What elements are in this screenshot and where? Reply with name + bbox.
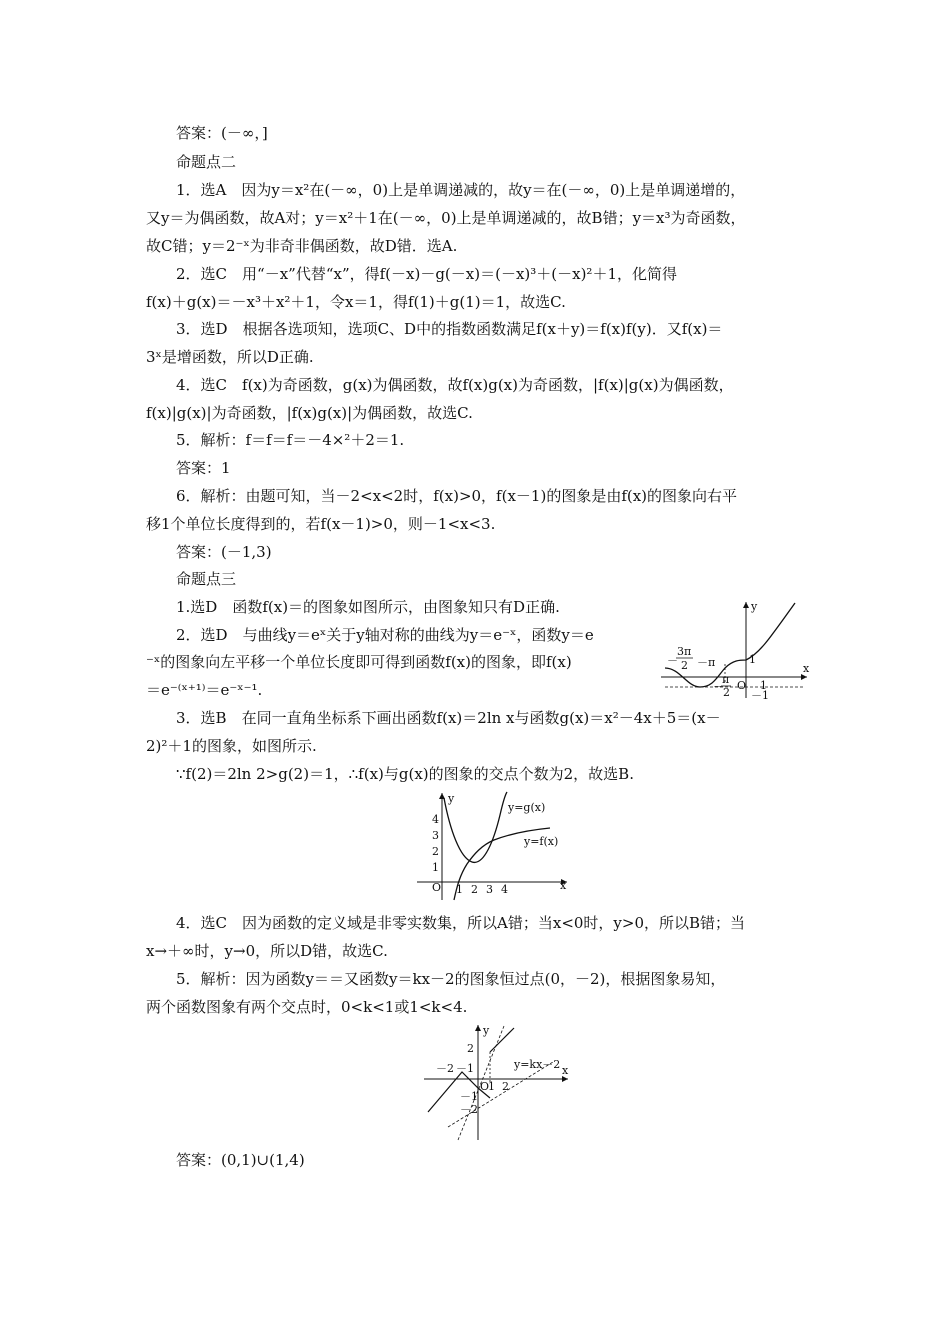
tick-y-2: 2 (432, 845, 439, 858)
tick-y-1: 1 (432, 861, 439, 874)
q2-6-answer: 答案：(－1,3) (176, 543, 272, 561)
q3-5-line-1: 5．解析：因为函数y＝＝又函数y＝kx－2的图象恒过点(0，－2)，根据图象易知， (176, 970, 726, 988)
x-label: x (560, 879, 567, 892)
q2-1-line-3: 故C错；y＝2⁻ˣ为非奇非偶函数，故D错．选A. (146, 237, 458, 255)
tick-3pi-numerator: 3π (677, 645, 692, 658)
q2-3-line-2: 3ˣ是增函数，所以D正确. (146, 348, 314, 366)
q2-2-line-1: 2．选C 用“－x”代替“x”，得f(－x)－g(－x)＝(－x)³＋(－x)²＋1，化简得 (176, 265, 677, 283)
tick-y-neg2: －2 (460, 1103, 478, 1116)
q2-2-line-2: f(x)＋g(x)＝－x³＋x²＋1，令x＝1，得f(1)＋g(1)＝1，故选C. (146, 293, 566, 311)
q2-3-line-1: 3．选D 根据各选项知，选项C、D中的指数函数满足f(x＋y)＝f(x)f(y)．又f(x)＝ (176, 320, 723, 338)
tick-x-1: 1 (760, 679, 767, 692)
q2-1-line-1: 1．选A 因为y＝x²在(－∞，0)上是单调递减的，故y＝在(－∞，0)上是单调递增的， (176, 181, 746, 199)
y-axis-arrow (475, 1025, 481, 1031)
q3-1-line: 1.选D 函数f(x)＝的图象如图所示，由图象知只有D正确. (176, 598, 560, 616)
q3-2-line-3: ＝e⁻⁽ˣ⁺¹⁾＝e⁻ˣ⁻¹. (146, 681, 263, 699)
tick-x-2: 2 (471, 883, 478, 896)
tick-y-neg1: －1 (460, 1090, 478, 1103)
section-heading: 命题点三 (176, 570, 237, 588)
section-heading: 命题点二 (176, 153, 237, 171)
tick-3pi-denominator: 2 (681, 659, 688, 672)
tick-pi-denominator: 2 (723, 686, 730, 699)
q2-1-line-2: 又y＝为偶函数，故A对；y＝x²＋1在(－∞，0)上是单调递减的，故B错；y＝x³为奇函数， (146, 209, 746, 227)
tick-neg-pi: －π (697, 656, 716, 669)
y-axis-arrow (743, 602, 749, 608)
tick-y-neg1: －1 (751, 689, 769, 702)
tick-y-2: 2 (467, 1042, 474, 1055)
q3-2-line-1: 2．选D 与曲线y＝eˣ关于y轴对称的曲线为y＝e⁻ˣ，函数y＝e (176, 626, 594, 644)
q3-4-line-2: x→＋∞时，y→0，所以D错，故选C. (146, 942, 388, 960)
q3-2-line-2: ⁻ˣ的图象向左平移一个单位长度即可得到函数f(x)的图象，即f(x) (146, 653, 572, 671)
final-answer: 答案：(0,1)∪(1,4) (176, 1151, 305, 1169)
tick-y-3: 3 (432, 829, 439, 842)
label-f: y=f(x) (524, 835, 559, 848)
q3-3-line-2: 2)²＋1的图象，如图所示. (146, 737, 317, 755)
label-g: y=g(x) (508, 801, 546, 814)
tick-x-2: 2 (502, 1080, 509, 1093)
tick-x-neg2: －2 (436, 1062, 454, 1075)
q2-6-line-1: 6．解析：由题可知，当－2<x<2时，f(x)>0，f(x－1)的图象是由f(x)的图象向右平 (176, 487, 738, 505)
tick-x-neg1: －1 (456, 1062, 474, 1075)
q3-4-line-1: 4．选C 因为函数的定义域是非零实数集，所以A错；当x<0时，y>0，所以B错；当 (176, 914, 746, 932)
q2-6-line-2: 移1个单位长度得到的，若f(x－1)>0，则－1<x<3. (146, 515, 496, 533)
y-label: y (751, 600, 758, 613)
tick-3pi-sign: － (667, 654, 678, 667)
q3-3-line-1: 3．选B 在同一直角坐标系下画出函数f(x)＝2ln x与函数g(x)＝x²－4x＋5＝(x－ (176, 709, 721, 727)
origin-label: O (432, 881, 442, 894)
q2-4-line-1: 4．选C f(x)为奇函数，g(x)为偶函数，故f(x)g(x)为奇函数，|f(x)|g(x)为偶函数， (176, 376, 734, 394)
q2-4-line-2: f(x)|g(x)|为奇函数，|f(x)g(x)|为偶函数，故选C. (146, 404, 473, 422)
y-label: y (483, 1024, 490, 1037)
figure-ln-parabola-graph (412, 790, 572, 902)
tick-x-1: 1 (488, 1080, 495, 1093)
answer-line: 答案：(－∞，] (176, 124, 268, 142)
tick-x-4: 4 (501, 883, 508, 896)
tick-x-3: 3 (486, 883, 493, 896)
figure-piecewise-graph (655, 598, 815, 702)
x-label: x (562, 1064, 569, 1077)
tick-x-1: 1 (456, 883, 463, 896)
tick-y-4: 4 (432, 813, 439, 826)
origin-label: O (480, 1080, 490, 1093)
q3-3-line-3: ∵f(2)＝2ln 2>g(2)＝1，∴f(x)与g(x)的图象的交点个数为2，故选B. (176, 765, 634, 783)
tick-pi-sign: － (713, 680, 724, 693)
y-label: y (448, 792, 455, 805)
origin-label: O (737, 679, 747, 692)
q2-5-line: 5．解析：f＝f＝f＝－4×²＋2＝1. (176, 431, 405, 449)
label-kx-line: y=kx－2 (514, 1058, 561, 1071)
tick-pi-numerator: π (722, 673, 730, 686)
q3-5-line-2: 两个函数图象有两个交点时，0<k<1或1<k<4. (146, 998, 468, 1016)
tick-y-1: 1 (749, 653, 756, 666)
figure-kx-line-graph (418, 1022, 573, 1142)
q2-5-answer: 答案：1 (176, 459, 231, 477)
x-label: x (803, 662, 810, 675)
